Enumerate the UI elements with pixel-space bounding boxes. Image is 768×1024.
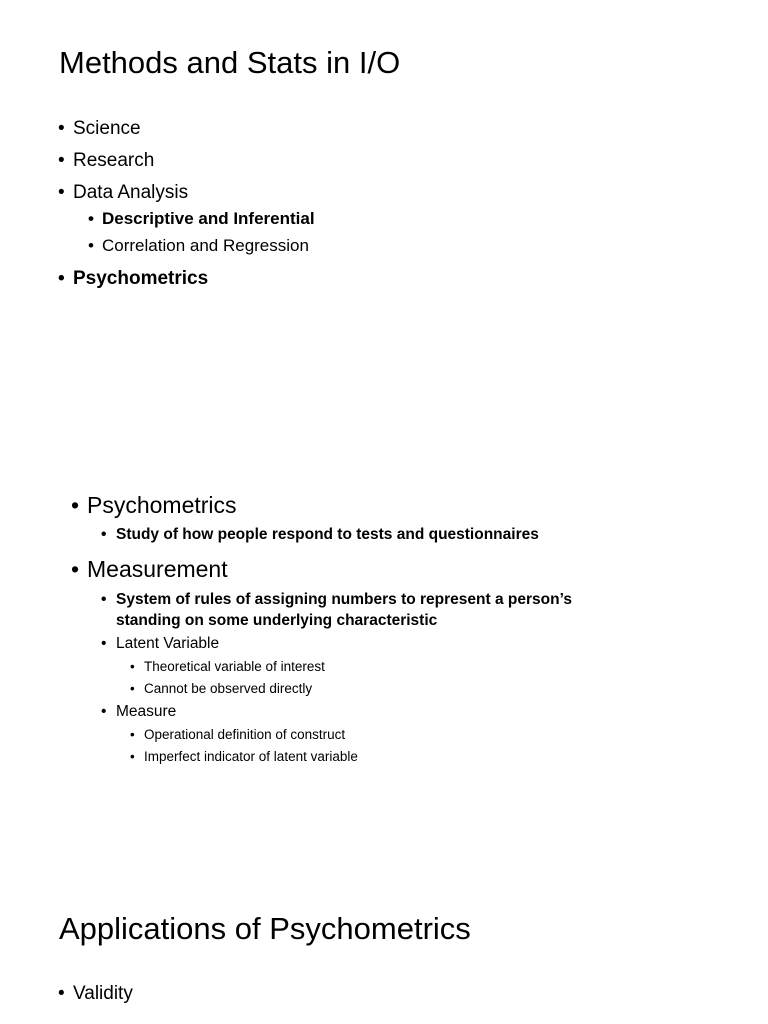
- bullet-data-analysis: [58, 181, 189, 205]
- bullet-dot: •: [130, 749, 135, 764]
- bullet-text: Research: [73, 150, 155, 171]
- psychometrics-definition: [101, 524, 539, 545]
- bullet-text: Cannot be observed directly: [144, 681, 313, 696]
- bullet-text: Psychometrics: [73, 268, 209, 289]
- bullet-research: [58, 149, 155, 173]
- bullet-validity: [58, 982, 133, 1006]
- bullet-text: Imperfect indicator of latent variable: [144, 749, 358, 764]
- latent-variable-point-1: [130, 658, 325, 676]
- bullet-science: [58, 117, 141, 141]
- sub-bullet-measure: [101, 701, 177, 722]
- bullet-text: Descriptive and Inferential: [102, 209, 315, 228]
- bullet-dot: •: [58, 268, 65, 289]
- bullet-text: Latent Variable: [116, 635, 220, 652]
- measurement-definition: [101, 589, 572, 610]
- latent-variable-point-2: [130, 680, 313, 698]
- bullet-text: Measurement: [87, 556, 228, 582]
- bullet-text: Validity: [73, 983, 133, 1004]
- bullet-dot: •: [58, 182, 65, 203]
- bullet-text: System of rules of assigning numbers to represent a person’s: [116, 591, 572, 608]
- bullet-dot: •: [101, 526, 107, 543]
- slide-title: Applications of Psychometrics: [59, 911, 471, 946]
- bullet-dot: •: [101, 635, 107, 652]
- bullet-dot: •: [58, 983, 65, 1004]
- sub-bullet-descriptive-inferential: [88, 208, 315, 230]
- sub-bullet-latent-variable: [101, 633, 220, 654]
- bullet-dot: •: [101, 591, 107, 608]
- bullet-text: Psychometrics: [87, 492, 237, 518]
- bullet-dot: •: [58, 118, 65, 139]
- sub-bullet-correlation-regression: [88, 235, 309, 257]
- bullet-dot: •: [88, 209, 94, 228]
- bullet-text: Science: [73, 118, 141, 139]
- bullet-text: Measure: [116, 703, 177, 720]
- bullet-text: Correlation and Regression: [102, 236, 309, 255]
- bullet-dot: •: [58, 150, 65, 171]
- bullet-text: standing on some underlying characteristic: [116, 612, 438, 629]
- bullet-dot: •: [130, 727, 135, 742]
- measurement-definition-continued: [116, 610, 437, 631]
- bullet-text: Operational definition of construct: [144, 727, 346, 742]
- heading-psychometrics: [71, 491, 237, 519]
- heading-measurement: [71, 555, 228, 583]
- bullet-psychometrics: [58, 267, 209, 291]
- bullet-dot: •: [71, 492, 80, 518]
- slide-title: Methods and Stats in I/O: [59, 45, 401, 80]
- bullet-dot: •: [130, 681, 135, 696]
- bullet-text: Data Analysis: [73, 182, 189, 203]
- bullet-dot: •: [71, 556, 80, 582]
- bullet-dot: •: [101, 703, 107, 720]
- bullet-text: Study of how people respond to tests and questionnaires: [116, 526, 539, 543]
- measure-point-2: [130, 748, 358, 766]
- bullet-text: Theoretical variable of interest: [144, 659, 325, 674]
- bullet-dot: •: [88, 236, 94, 255]
- measure-point-1: [130, 726, 346, 744]
- bullet-dot: •: [130, 659, 135, 674]
